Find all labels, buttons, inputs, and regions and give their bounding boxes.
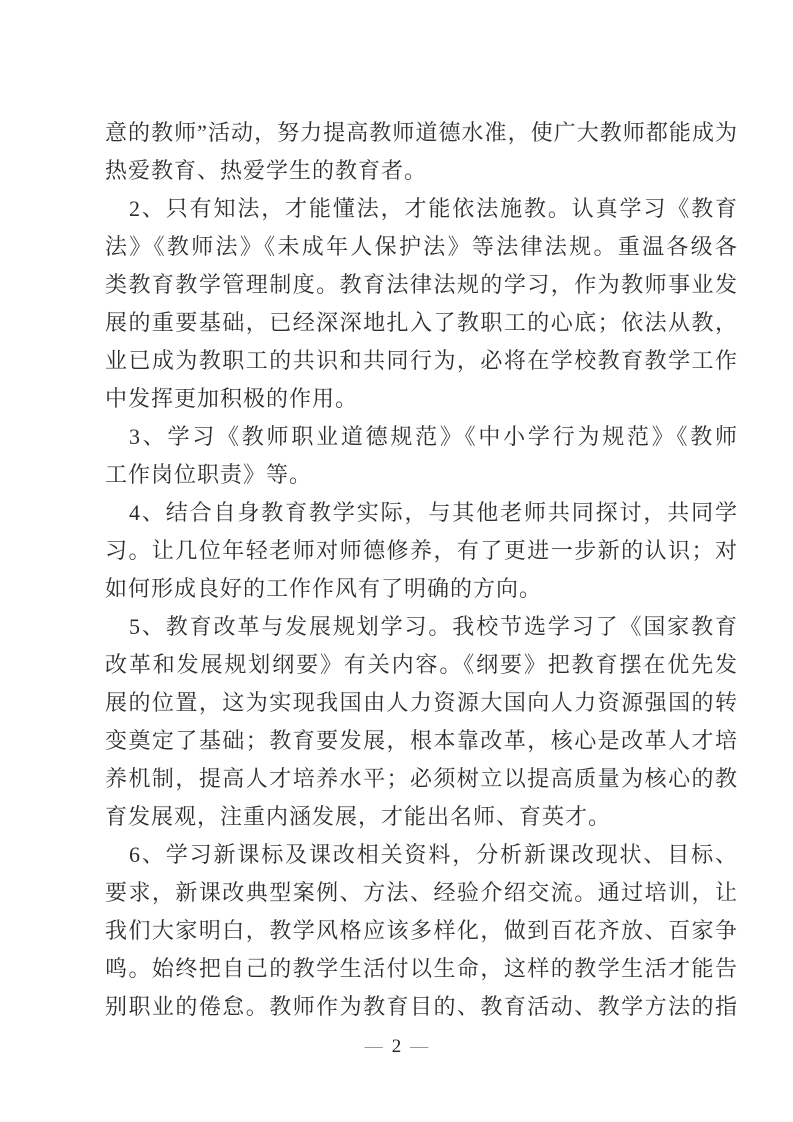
text-line: 展的位置，这为实现我国由人力资源大国向人力资源强国的转: [105, 690, 738, 715]
text-line: 展的重要基础，已经深深地扎入了教职工的心底；依法从教，: [105, 310, 738, 335]
text-line: 变奠定了基础；教育要发展，根本靠改革，核心是改革人才培: [105, 728, 738, 753]
paragraph-item-6: [105, 836, 738, 1026]
text-line: 如何形成良好的工作作风有了明确的方向。: [105, 576, 543, 601]
text-line: 2、只有知法，才能懂法，才能依法施教。认真学习《教育: [129, 196, 738, 221]
text-line: 4、结合自身教育教学实际，与其他老师共同探讨，共同学: [129, 500, 738, 525]
text-line: 类教育教学管理制度。教育法律法规的学习，作为教师事业发: [105, 272, 738, 297]
text-line: 养机制，提高人才培养水平；必须树立以提高质量为核心的教: [105, 766, 738, 791]
text-line: 育发展观，注重内涵发展，才能出名师、育英才。: [105, 804, 612, 829]
text-line: 别职业的倦怠。教师作为教育目的、教育活动、教学方法的指: [105, 994, 738, 1019]
paragraph-continuation: [105, 114, 738, 190]
text-line: 改革和发展规划纲要》有关内容。《纲要》把教育摆在优先发: [105, 652, 738, 677]
page-footer: [0, 1033, 793, 1059]
text-line: 要求，新课改典型案例、方法、经验介绍交流。通过培训，让: [105, 880, 738, 905]
text-line: 业已成为教职工的共识和共同行为，必将在学校教育教学工作: [105, 348, 738, 373]
text-line: 鸣。始终把自己的教学生活付以生命，这样的教学生活才能告: [105, 956, 738, 981]
paragraph-item-2: [105, 190, 738, 418]
paragraph-item-3: [105, 418, 738, 494]
text-line: 中发挥更加积极的作用。: [105, 386, 359, 411]
text-line: 3、学习《教师职业道德规范》《中小学行为规范》《教师: [129, 424, 738, 449]
text-line: 法》《教师法》《未成年人保护法》等法律法规。重温各级各: [105, 234, 738, 259]
text-line: 意的教师”活动，努力提高教师道德水准，使广大教师都能成为: [105, 120, 738, 145]
paragraph-item-4: [105, 494, 738, 608]
text-line: 6、学习新课标及课改相关资料，分析新课改现状、目标、: [129, 842, 738, 867]
text-line: 我们大家明白，教学风格应该多样化，做到百花齐放、百家争: [105, 918, 738, 943]
text-line: 工作岗位职责》等。: [105, 462, 313, 487]
paragraph-item-5: [105, 608, 738, 836]
footer-dash-right: —: [410, 1036, 429, 1056]
document-body: [105, 114, 738, 1026]
page-number: 2: [391, 1036, 402, 1057]
footer-dash-left: —: [364, 1036, 383, 1056]
text-line: 5、教育改革与发展规划学习。我校节选学习了《国家教育: [129, 614, 738, 639]
text-line: 热爱教育、热爱学生的教育者。: [105, 158, 428, 183]
text-line: 习。让几位年轻老师对师德修养，有了更进一步新的认识；对: [105, 538, 738, 563]
